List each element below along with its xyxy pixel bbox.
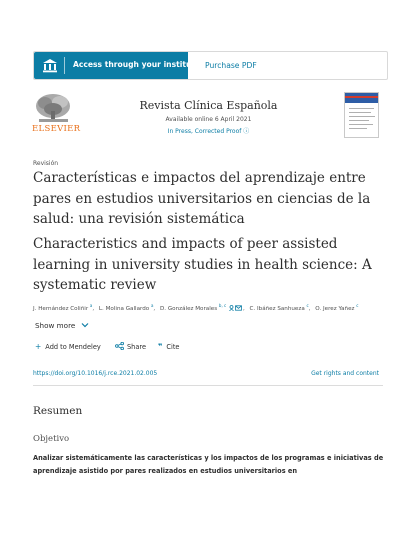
journal-title[interactable]: Revista Clínica Española bbox=[139, 99, 278, 112]
info-icon: ⓘ bbox=[243, 128, 250, 135]
doi-link[interactable]: https://doi.org/10.1016/j.rce.2021.02.005 bbox=[33, 370, 158, 377]
cover-line bbox=[349, 128, 367, 129]
abstract-text: Analizar sistemáticamente las características y los impactos de los programas e iniciativas de aprendizaje asistido por pares realizados en estudios universitarios en bbox=[33, 454, 384, 475]
share-icon bbox=[115, 342, 124, 350]
rights-and-content-link[interactable]: Get rights and content bbox=[311, 370, 379, 377]
cite-button[interactable]: ❞ Cite bbox=[158, 342, 180, 351]
author-list bbox=[33, 303, 361, 312]
access-separator bbox=[64, 57, 65, 74]
show-more-button[interactable] bbox=[35, 321, 89, 330]
institution-icon bbox=[42, 58, 58, 73]
journal-cover-image[interactable] bbox=[344, 92, 379, 138]
in-press-label: In Press, Corrected Proof bbox=[167, 128, 242, 135]
article-title-spanish: Características e impactos del aprendizaje entre pares en estudios universitarios en ciencias de la salud: una revisión sistemática bbox=[33, 170, 371, 227]
cover-line bbox=[349, 124, 373, 125]
cover-line bbox=[349, 112, 371, 113]
abstract-subheading: Objetivo bbox=[33, 434, 70, 444]
access-institution-button[interactable] bbox=[34, 52, 209, 79]
author-link[interactable]: D. González Morales $^{b, c}$ , bbox=[159, 303, 245, 312]
cover-stripe bbox=[345, 96, 378, 98]
availability-date: Available online 6 April 2021 bbox=[165, 116, 252, 123]
abstract-heading: Resumen bbox=[33, 405, 83, 417]
author-link[interactable]: L. Molina Gallardo $^a$, bbox=[98, 303, 156, 312]
access-bar bbox=[33, 51, 388, 80]
chevron-down-icon bbox=[81, 322, 89, 328]
cover-line bbox=[349, 108, 374, 109]
section-divider bbox=[33, 385, 383, 386]
show-more-label: Show more bbox=[35, 321, 76, 330]
quote-icon: ❞ bbox=[158, 342, 163, 351]
article-title-english: Characteristics and impacts of peer assisted learning in university studies in health science: A systematic review bbox=[33, 236, 372, 293]
cover-line bbox=[349, 120, 369, 121]
author-link[interactable]: J. Hernández Coliñir $^a$, bbox=[33, 303, 95, 312]
article-type: Revisión bbox=[33, 160, 59, 167]
author-link[interactable]: O. Jerez Yañez $^c$ bbox=[315, 303, 359, 312]
purchase-pdf-link[interactable]: Purchase PDF bbox=[205, 61, 257, 70]
plus-icon: + bbox=[35, 342, 42, 351]
author-link[interactable]: C. Ibáñez Sanhueza $^c$, bbox=[249, 303, 311, 312]
cover-banner bbox=[345, 93, 378, 103]
author-contact-icon bbox=[229, 305, 242, 311]
access-institution-label: Access through your institution bbox=[73, 60, 209, 69]
add-to-mendeley-button[interactable]: + Add to Mendeley bbox=[35, 342, 101, 351]
share-button[interactable]: Share bbox=[115, 342, 146, 351]
cover-line bbox=[349, 116, 375, 117]
elsevier-wordmark[interactable]: ELSEVIER bbox=[32, 124, 81, 134]
